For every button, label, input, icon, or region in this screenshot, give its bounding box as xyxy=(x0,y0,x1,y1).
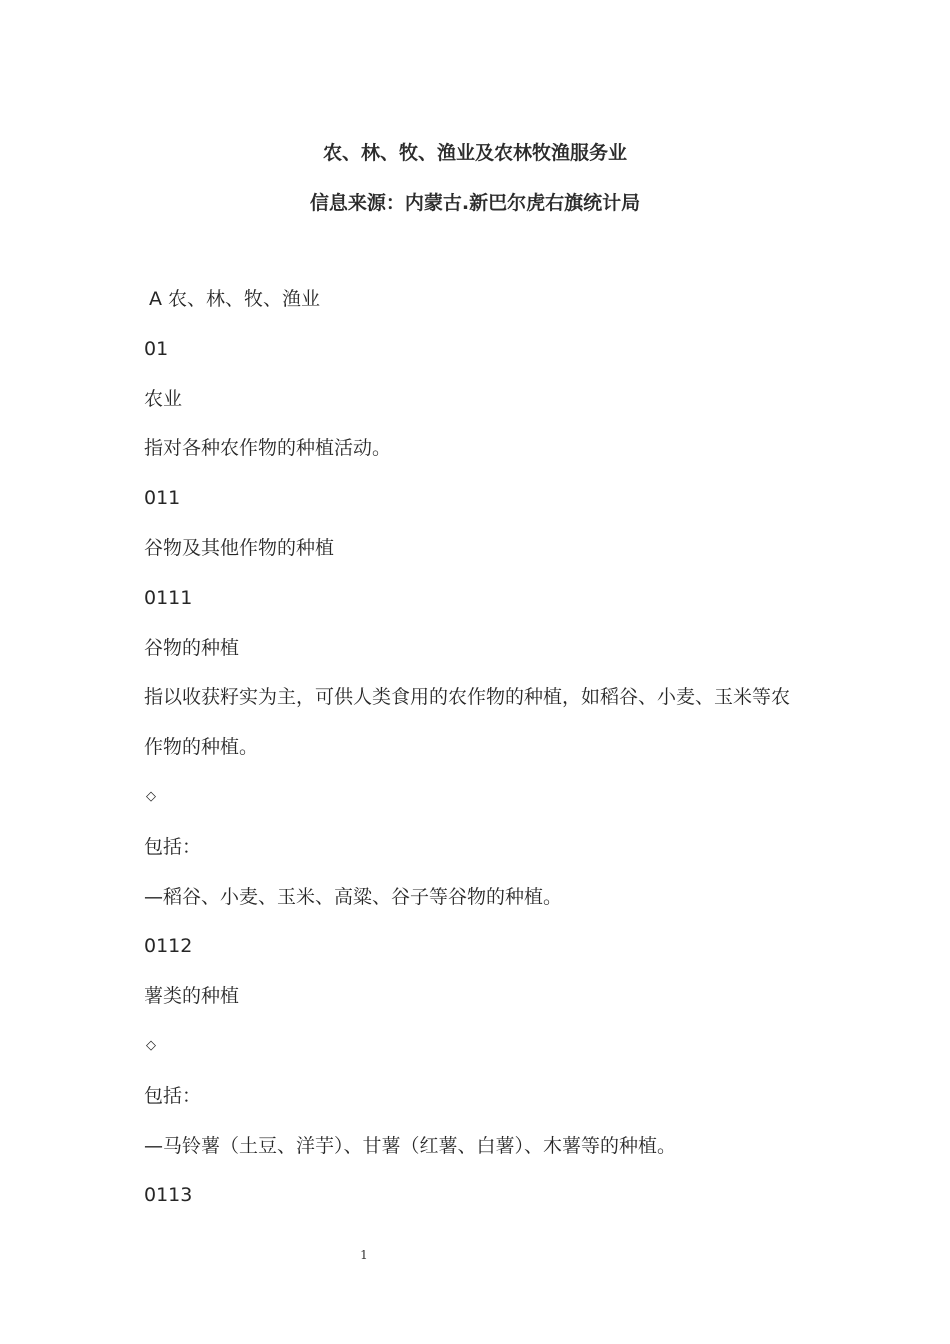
category-code: 0111 xyxy=(144,586,193,609)
category-description: 作物的种植。 xyxy=(144,736,259,759)
category-code: 011 xyxy=(144,487,181,510)
includes-label: 包括： xyxy=(144,1084,202,1107)
document-title: 农、林、牧、渔业及农林牧渔服务业 xyxy=(322,142,627,164)
includes-item: —马铃薯（土豆、洋芋）、甘薯（红薯、白薯）、木薯等的种植。 xyxy=(144,1134,677,1157)
category-code: 01 xyxy=(144,337,169,360)
category-name: 谷物及其他作物的种植 xyxy=(144,536,335,559)
category-description: 指以收获籽实为主，可供人类食用的农作物的种植，如稻谷、小麦、玉米等农 xyxy=(144,686,791,709)
category-name: 农业 xyxy=(144,387,183,410)
category-description: 指对各种农作物的种植活动。 xyxy=(144,437,392,460)
diamond-bullet-icon: ◇ xyxy=(146,788,156,804)
document-body xyxy=(144,280,804,1226)
diamond-bullet-icon: ◇ xyxy=(146,1037,156,1053)
page-number: 1 xyxy=(360,1248,368,1262)
document-source: 信息来源：内蒙古.新巴尔虎右旗统计局 xyxy=(309,192,641,214)
category-name: 谷物的种植 xyxy=(144,636,240,659)
includes-label: 包括： xyxy=(144,835,202,858)
category-name: 薯类的种植 xyxy=(144,985,240,1008)
category-code: 0112 xyxy=(144,935,193,958)
category-code: 0113 xyxy=(144,1184,193,1207)
section-heading: A 农、林、牧、渔业 xyxy=(149,288,321,310)
includes-item: —稻谷、小麦、玉米、高粱、谷子等谷物的种植。 xyxy=(144,885,563,908)
